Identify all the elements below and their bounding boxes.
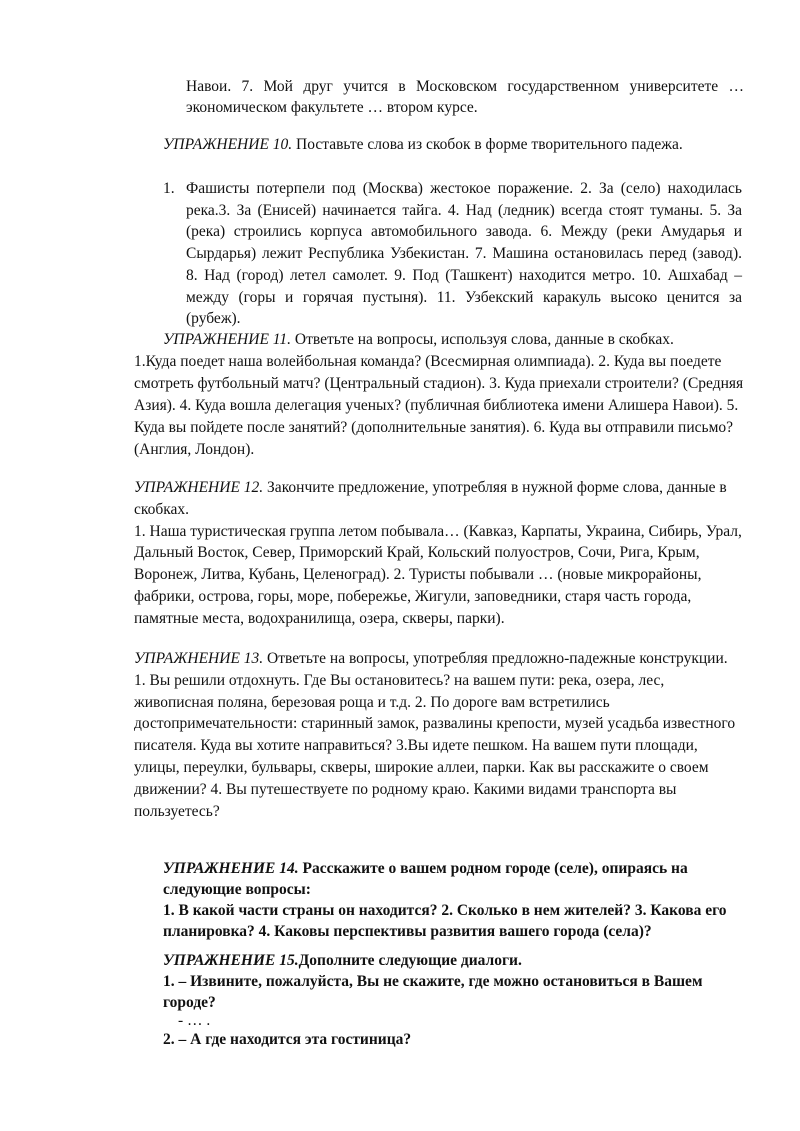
exercise-14-questions: 1. В какой части страны он находится? 2. Сколько в нем жителей? 3. Какова его планировка? 4. Каковы перспективы развития вашего города (села)? xyxy=(163,902,727,940)
exercise-10-title: УПРАЖНЕНИЕ 10. xyxy=(163,136,293,153)
exercise-14-title: УПРАЖНЕНИЕ 14. xyxy=(163,860,299,877)
exercise-14 xyxy=(116,858,734,942)
exercise-11-body: 1.Куда поедет наша волейбольная команда? (Всесмирная олимпиада). 2. Куда вы поедете смотреть футбольный матч? (Центральный стадион). 3. Куда приехали строители? (Средняя Азия). 4. Куда вошла делегация ученых? (публичная библиотека имени Алишера Навои). 5. Куда вы пойдете после занятий? (дополнительные занятия). 6. Куда вы отправили письмо? (Англия, Лондон). xyxy=(134,353,744,458)
exercise-11-title: УПРАЖНЕНИЕ 11. xyxy=(163,331,292,348)
exercise-15 xyxy=(116,950,734,1050)
exercise-12-instruction: Закончите предложение, употребляя в нужной форме слова, данные в скобках. xyxy=(134,479,727,518)
exercise-13-heading xyxy=(134,648,740,670)
exercise-12-heading xyxy=(134,477,750,521)
continuation-text xyxy=(186,76,744,118)
exercise-15-instruction: Дополните следующие диалоги. xyxy=(298,952,522,969)
exercise-12 xyxy=(134,477,750,630)
exercise-14-instruction: Расскажите о вашем родном городе (селе), опираясь на следующие вопросы: xyxy=(163,860,688,898)
exercise-12-title: УПРАЖНЕНИЕ 12. xyxy=(134,479,264,496)
exercise-10-list-number: 1. xyxy=(163,180,175,197)
exercise-15-heading xyxy=(116,950,734,971)
exercise-13-body: 1. Вы решили отдохнуть. Где Вы остановитесь? на вашем пути: река, озера, лес, живописная поляна, березовая роща и т.д. 2. По дороге вам встретились достопримечательности: старинный замок, развалины крепости, музей усадьба известного писателя. Куда вы хотите направиться? 3.Вы идете пешком. На вашем пути площади, улицы, переулки, бульвары, скверы, широкие аллеи, парки. Как вы расскажите о своем движении? 4. Вы путешествуете по родному краю. Какими видами транспорта вы пользуетесь? xyxy=(134,671,736,820)
exercise-11-heading xyxy=(134,329,754,351)
exercise-13-instruction: Ответьте на вопросы, употребляя предложно-падежные конструкции. xyxy=(263,650,728,667)
exercise-13-title: УПРАЖНЕНИЕ 13. xyxy=(134,650,264,667)
exercise-11 xyxy=(134,329,754,461)
exercise-10-heading xyxy=(163,134,753,155)
exercise-13 xyxy=(134,648,740,822)
exercise-10-instruction: Поставьте слова из скобок в форме творительного падежа. xyxy=(292,136,683,153)
continuation-paragraph: Навои. 7. Мой друг учится в Московском государственном университете … экономическом факультете … втором курсе. xyxy=(186,78,744,116)
exercise-14-heading xyxy=(116,858,734,900)
dialog-line-2: 2. – А где находится эта гостиница? xyxy=(163,1031,412,1048)
dialog-answer-placeholder: - … . xyxy=(178,1012,211,1029)
exercise-12-body: 1. Наша туристическая группа летом побывала… (Кавказ, Карпаты, Украина, Сибирь, Урал, Дальный Восток, Север, Приморский Край, Кольский полуостров, Сочи, Рига, Крым, Воронеж, Литва, Кубань, Целеноград). 2. Туристы побывали … (новые микрорайоны, фабрики, острова, горы, море, побережье, Жигули, заповедники, старя часть города, памятные места, водохранилища, озера, скверы, парки). xyxy=(134,522,742,627)
dialog-line-1: 1. – Извините, пожалуйста, Вы не скажите, где можно остановиться в Вашем городе? xyxy=(163,973,703,1011)
exercise-11-instruction: Ответьте на вопросы, используя слова, данные в скобках. xyxy=(291,331,674,348)
exercise-15-title: УПРАЖНЕНИЕ 15. xyxy=(163,952,299,969)
exercise-10-body: Фашисты потерпели под (Москва) жестокое поражение. 2. За (село) находилась река.3. За (Енисей) начинается тайга. 4. Над (ледник) всегда стоят туманы. 5. За (река) строились корпуса автомобильного завода. 6. Между (реки Амударья и Сырдарья) лежит Республика Узбекистан. 7. Машина остановилась перед (завод). 8. Над (город) летел самолет. 9. Под (Ташкент) находится метро. 10. Ашхабад – между (горы и горячая пустыня). 11. Узбекский каракуль высоко ценится за (рубеж). xyxy=(186,180,742,328)
